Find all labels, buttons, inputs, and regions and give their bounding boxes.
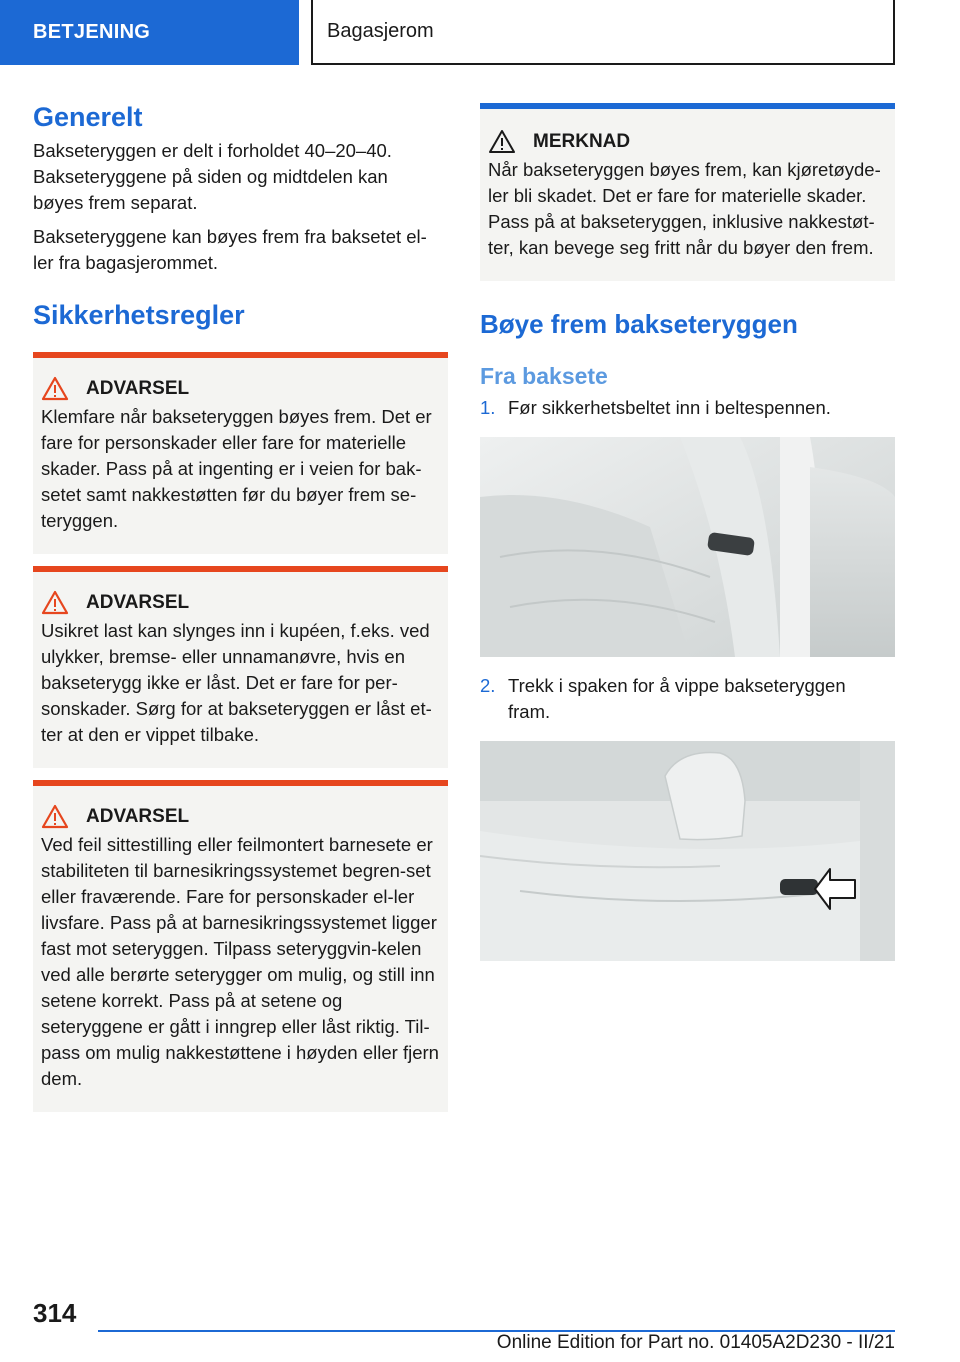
warning-title-text-1: ADVARSEL <box>86 378 190 399</box>
photo-seatbelt-buckle <box>480 437 895 657</box>
warning-box-3 <box>33 780 448 1112</box>
warning-title-2 <box>41 590 440 616</box>
warning-title-text-2: ADVARSEL <box>86 592 190 613</box>
note-title-text: MERKNAD <box>533 131 631 152</box>
warning-triangle-icon <box>41 376 69 402</box>
warning-title-1 <box>41 376 440 402</box>
step-2-number: 2. <box>480 675 496 696</box>
note-triangle-icon <box>488 129 516 155</box>
step-1 <box>480 395 895 421</box>
step-1-number: 1. <box>480 397 496 418</box>
seat-photo-illustration-2 <box>480 741 895 961</box>
warning-title-3 <box>41 804 440 830</box>
warning-triangle-icon <box>41 590 69 616</box>
warning-text-2: Usikret last kan slynges inn i kupéen, f.eks. ved ulykker, bremse- eller unnamanøvre, hvis en bakseterygg ikke er låst. Det er fare for per-sonskader. Sørg for at bakseteryggen er låst et-ter at den er vippet tilbake. <box>41 620 432 745</box>
warning-triangle-icon <box>41 804 69 830</box>
photo-backrest-lever <box>480 741 895 961</box>
right-column <box>480 103 895 961</box>
step-2 <box>480 673 895 725</box>
sikkerhetsregler-heading: Sikkerhetsregler <box>33 300 245 330</box>
warning-title-text-3: ADVARSEL <box>86 806 190 827</box>
header-section-label: BETJENING <box>0 0 299 65</box>
seat-photo-illustration-1 <box>480 437 895 657</box>
generelt-paragraph-2: Bakseteryggene kan bøyes frem fra baksetet el-ler fra bagasjerommet. <box>33 226 427 273</box>
warning-text-3: Ved feil sittestilling eller feilmontert barnesete er stabiliteten til barnesikringssystemet begren-set eller fraværende. Fare for personskader el-ler livsfare. Pass på at barnesikringssystemet ligger fast mot seteryggen. Tilpass seteryggvin-kelen ved alle berørte seterygger om mulig, og still inn setene korrekt. Pass på at setene og seteryggene er gått i inngrep eller låst riktig. Til-pass om mulig nakkestøttene i høyden eller fjern dem. <box>41 834 439 1089</box>
warning-text-1: Klemfare når bakseteryggen bøyes frem. Det er fare for personskader eller fare for materielle skader. Pass på at ingenting er i veien for bak-setet samt nakkestøtten før du bøyer frem se-teryggen. <box>41 406 432 531</box>
note-text: Når bakseteryggen bøyes frem, kan kjøretøyde-ler bli skadet. Det er fare for materielle skader. Pass på at bakseteryggen, inklusive nakkestøt-ter, kan bevege seg fritt når du bøyer den frem. <box>488 159 881 258</box>
note-box <box>480 103 895 281</box>
footer-edition: Online Edition for Part no. 01405A2D230 - II/21 <box>496 1332 895 1353</box>
page-number: 314 <box>33 1298 77 1328</box>
left-column <box>33 100 448 1112</box>
boye-frem-heading: Bøye frem bakseteryggen <box>480 309 798 339</box>
warning-box-2 <box>33 566 448 768</box>
fra-baksete-heading: Fra baksete <box>480 363 608 389</box>
header-chapter-title: Bagasjerom <box>311 0 895 65</box>
warning-box-1 <box>33 352 448 554</box>
generelt-heading: Generelt <box>33 102 143 132</box>
step-1-text: Før sikkerhetsbeltet inn i beltespennen. <box>508 397 831 418</box>
note-title <box>488 129 887 155</box>
generelt-paragraph-1: Bakseteryggen er delt i forholdet 40–20–40. Bakseteryggene på siden og midtdelen kan bøyes frem separat. <box>33 140 392 213</box>
step-2-text: Trekk i spaken for å vippe bakseteryggen fram. <box>508 675 846 722</box>
